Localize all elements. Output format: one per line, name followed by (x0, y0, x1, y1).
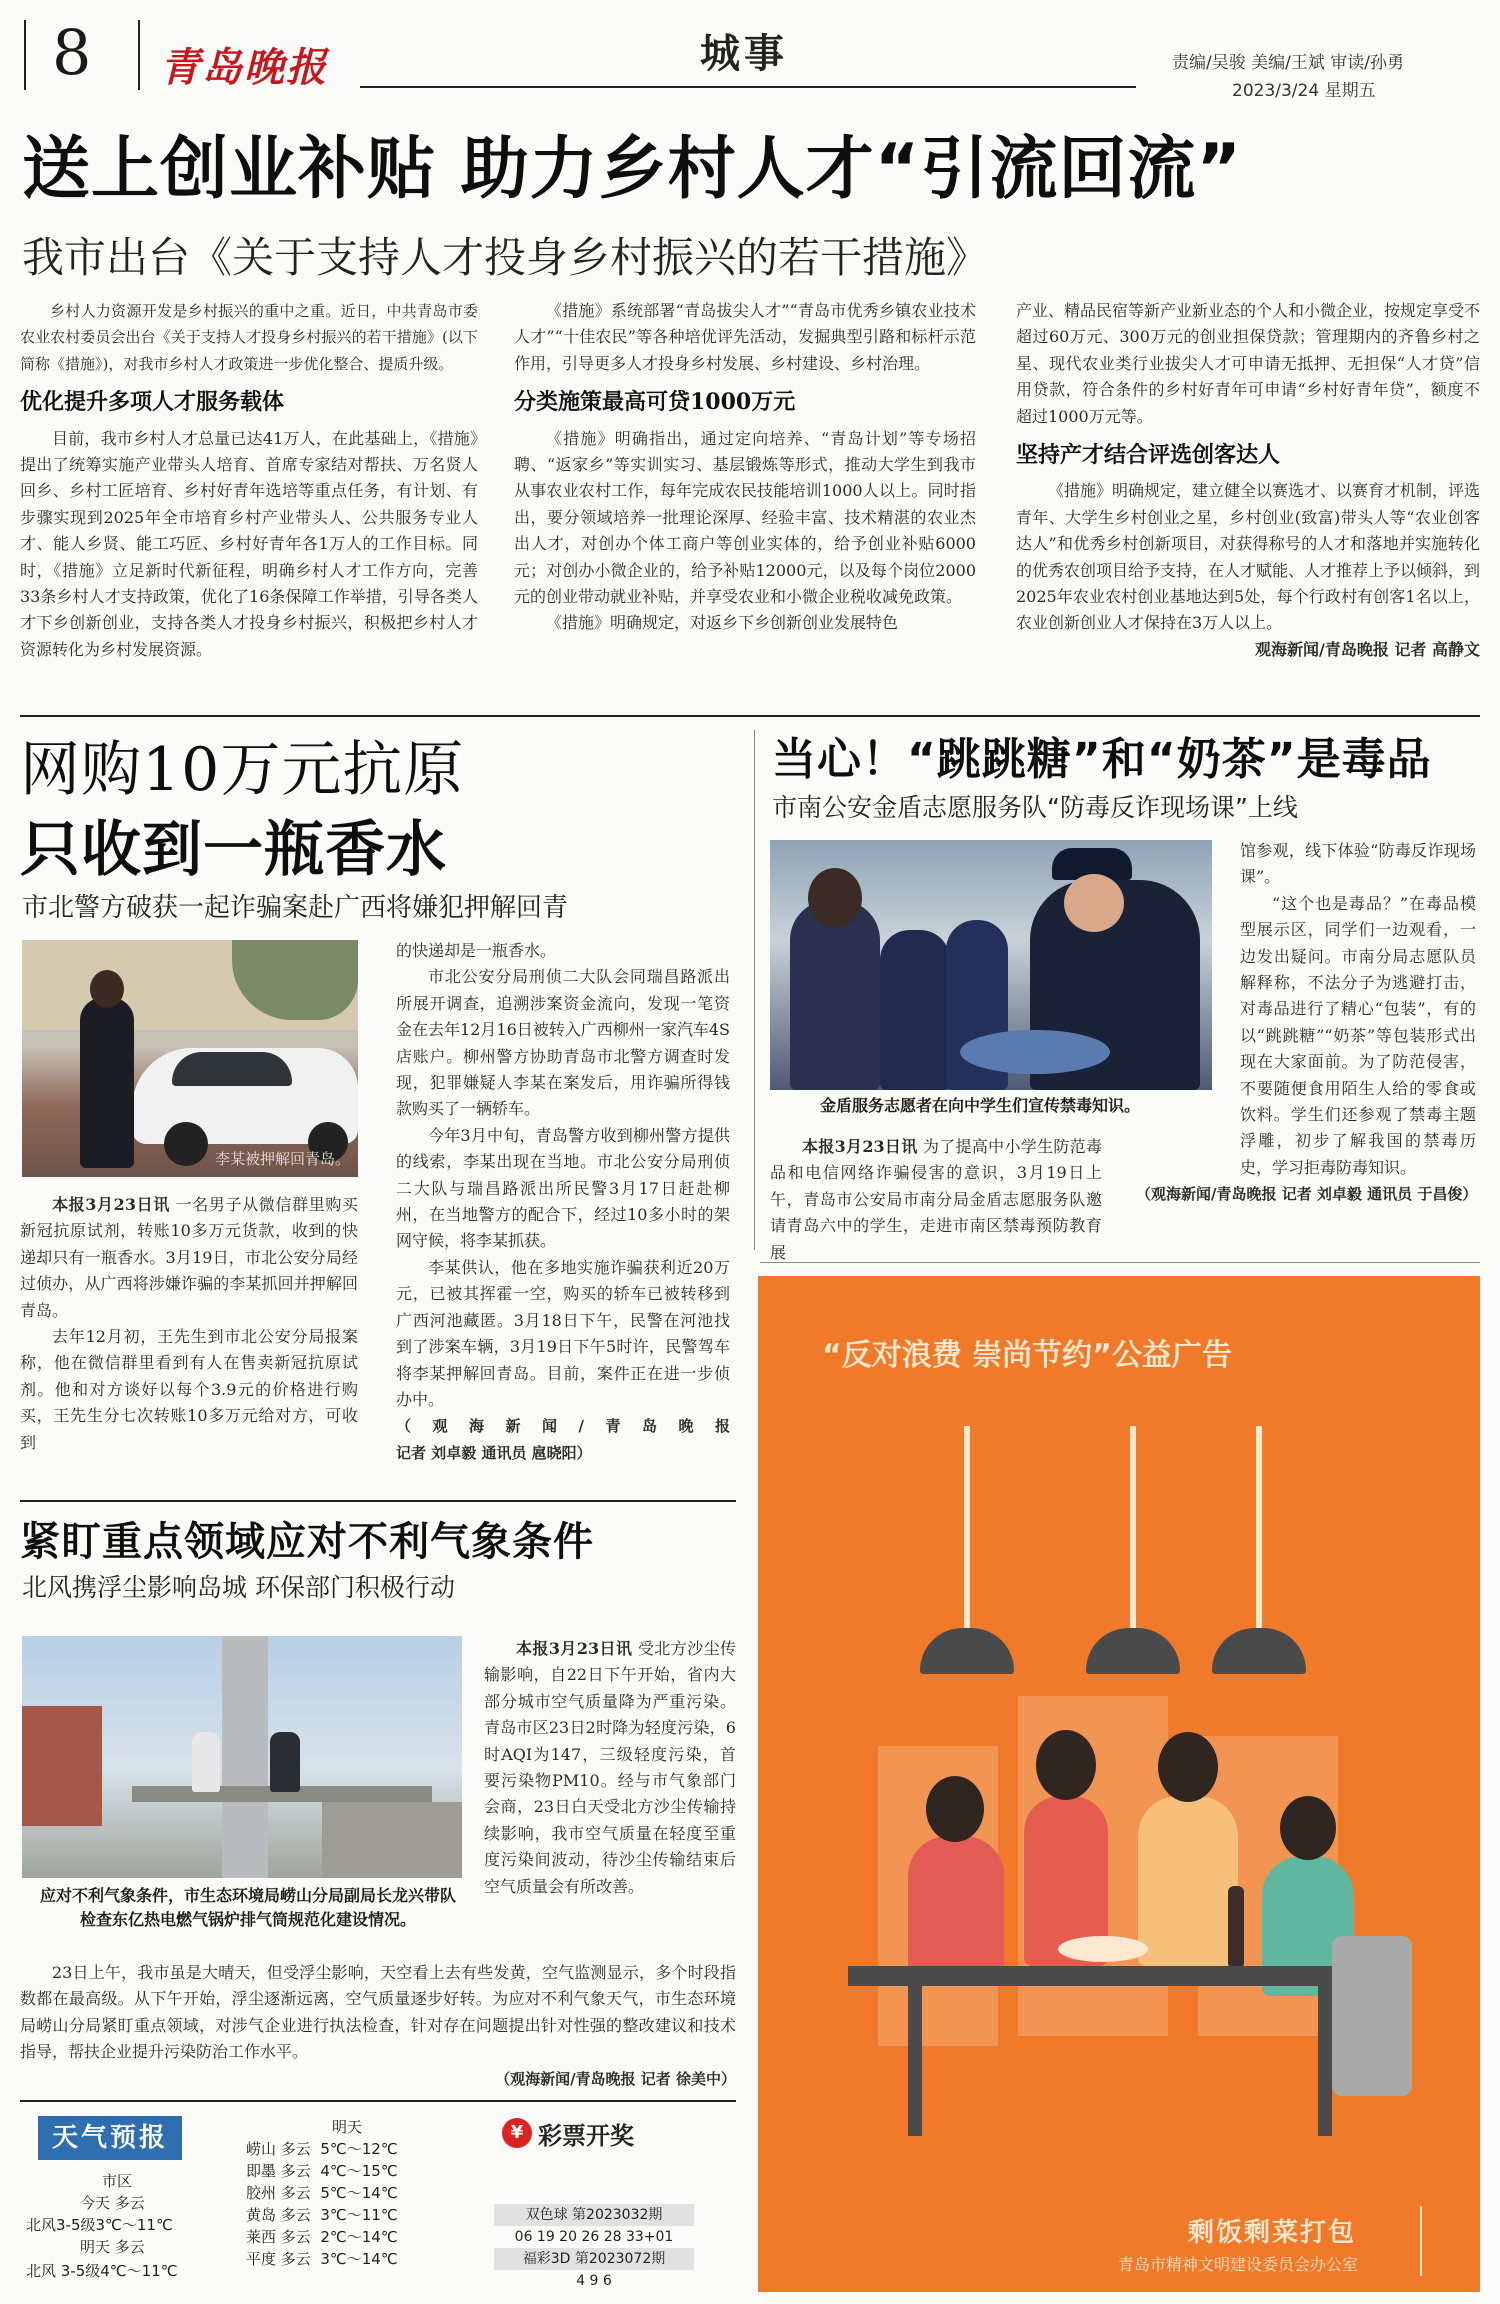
section-name: 城事 (700, 31, 788, 77)
district-name: 莱西 (246, 2228, 277, 2246)
lamp-3-icon (1212, 1628, 1306, 1674)
article3-right-col (1136, 838, 1476, 1208)
lamp-1-icon (920, 1628, 1014, 1674)
district-name: 崂山 (246, 2140, 277, 2158)
building-left (22, 1706, 102, 1826)
weather-today-label: 今天 多云 (80, 2194, 145, 2212)
article1-col2-text2: 《措施》明确规定，对返乡下乡创新创业发展特色 (546, 613, 899, 633)
article3-photo-caption: 金盾服务志愿者在向中学生们宣传禁毒知识。 (820, 1096, 1141, 1115)
table-leg-left (908, 1986, 922, 2136)
article2-col1 (20, 1192, 358, 1456)
police-face (1064, 874, 1124, 932)
weather-tomorrow-label: 明天 多云 (80, 2238, 145, 2256)
article4-top-rule (20, 1500, 736, 1502)
article3-lower-p (770, 1134, 1102, 1266)
person-head (90, 970, 124, 1008)
worker-shape-2 (270, 1732, 300, 1792)
article2-kicker: 本报3月23日讯 (52, 1195, 170, 1214)
weather-today: 北风3-5级3℃～11℃ (26, 2216, 173, 2234)
article1-col1 (20, 298, 478, 663)
diner-2-head (1036, 1730, 1096, 1800)
district-row (246, 2204, 486, 2226)
article2-photo (22, 940, 358, 1177)
district-row (246, 2160, 486, 2182)
masthead (0, 0, 1500, 110)
district-row (246, 2226, 486, 2248)
article4-bottom-text: 23日上午，我市虽是大晴天，但受浮尘影响，天空看上去有些发黄，空气监测显示，多个时段指数都在最高级。从下午开始，浮尘逐渐远离，空气质量逐步好转。为应对不利气象天气，市生态环境局崂山分局紧盯重点领域，对涉气企业进行执法检查，针对存在问题提出针对性强的整改建议和技术指导，帮扶企业提升污染防治工作水平。 (20, 1963, 736, 2062)
article2-col2 (396, 938, 730, 1466)
district-temp: 3℃～14℃ (320, 2250, 398, 2268)
article2-p1 (20, 1192, 358, 1324)
article2-headline-line1: 网购10万元抗原 (20, 735, 465, 805)
article1-intro: 乡村人力资源开发是乡村振兴的重中之重。近日，中共青岛市委农业农村委员会出台《关于支持人才投身乡村振兴的若干措施》(以下简称《措施》)，对我市乡村人才政策进一步优化整合、提质升级。 (20, 302, 478, 373)
article2-headline-line2: 只收到一瓶香水 (20, 815, 447, 885)
article1-col1-text: 目前，我市乡村人才总量已达41万人，在此基础上，《措施》提出了统筹实施产业带头人培育、首席专家结对帮扶、万名贤人回乡、乡村工匠培育、乡村好青年选培等重点任务，有计划、有步骤实现到2025年全市培育乡村产业带头人、公共服务专业人才、能人乡贤、能工巧匠、乡村好青年各1万人的工作目标。同时，《措施》立足新时代新征程，明确乡村人才工作方向，完善33条乡村人才支持政策，优化了16条保障工作举措，引导各类人才下乡创新创业，支持各类人才投身乡村振兴，积极把乡村人才资源转化为乡村发展资源。 (20, 428, 478, 659)
weather-tomorrow: 北风 3-5级4℃～11℃ (26, 2262, 178, 2280)
ad-title: “反对浪费 崇尚节约”公益广告 (822, 1338, 1232, 1373)
article4-byline: （观海新闻/青岛晚报 记者 徐美中） (495, 2069, 736, 2088)
article4-kicker: 本报3月23日讯 (516, 1639, 633, 1658)
table-leg-right (1318, 1986, 1332, 2136)
weather-box (20, 2112, 490, 2292)
article1-col3 (1016, 298, 1480, 663)
district-temp: 5℃～14℃ (320, 2184, 398, 2202)
photo-overlay-caption: 李某被押解回青岛。 (214, 1150, 350, 1168)
weather-title: 天气预报 (38, 2116, 182, 2160)
article1-headline: 送上创业补贴 助力乡村人才“引流回流” (22, 130, 1243, 209)
article1-col3-text2: 《措施》明确规定，建立健全以赛选才、以赛育才机制，评选青年、大学生乡村创业之星，乡村创业(致富)带头人等“农业创客达人”和优秀乡村创新项目，对获得称号的人才和落地并实施转化的优秀农创项目给予支持，在人才赋能、人才推荐上予以倾斜，到2025年农业农村创业基地达到5处，每个行政村有创客1名以上，农业创新创业人才保持在3万人以上。 (1016, 481, 1481, 633)
lottery-logo-icon: ¥ (502, 2118, 532, 2148)
page-number-divider-right (138, 20, 140, 90)
lamp-cord-2 (1130, 1426, 1136, 1632)
article1-subhead3: 坚持产才结合评选创客达人 (1016, 442, 1281, 469)
article4-photo-caption: 应对不利气象条件，市生态环境局崂山分局副局长龙兴带队检查东亿热电燃气锅炉排气筒规范化建设情况。 (39, 1886, 456, 1929)
district-name: 胶州 (246, 2184, 277, 2202)
district-sky: 多云 (280, 2162, 311, 2180)
article1-subhead1: 优化提升多项人才服务载体 (20, 389, 285, 416)
lottery-title: 彩票开奖 (538, 2122, 634, 2150)
article1-deck: 我市出台《关于支持人才投身乡村振兴的若干措施》 (22, 233, 989, 282)
article2-byline (396, 1413, 730, 1466)
masthead-rule (360, 86, 1136, 88)
article2-col-divider (754, 730, 755, 1250)
district-row (246, 2138, 486, 2160)
article3-lower (770, 1134, 1102, 1266)
district-temp: 5℃～12℃ (320, 2140, 398, 2158)
article3-byline: （观海新闻/青岛晚报 记者 刘卓毅 通讯员 于昌俊） (1136, 1185, 1478, 1204)
article4-headline: 紧盯重点领域应对不利气象条件 (20, 1519, 594, 1565)
diner-4-head (1280, 1796, 1336, 1860)
article3-bottom-rule (760, 1262, 1480, 1263)
article1-col2-intro: 《措施》系统部署“青岛拔尖人才”“青岛市优秀乡镇农业技术人才”“十佳农民”等各种培优评先活动，发掘典型引路和标杆示范作用，引导更多人才投身乡村发展、乡村建设、乡村治理。 (514, 301, 976, 373)
editors-line: 责编/吴骏 美编/王斌 审读/孙勇 (1172, 53, 1404, 73)
lamp-cord-1 (964, 1426, 970, 1632)
district-name: 平度 (246, 2250, 277, 2268)
student-shape-1 (790, 900, 880, 1090)
ad-sponsor: 青岛市精神文明建设委员会办公室 (1118, 2255, 1359, 2274)
person-shape (80, 998, 134, 1168)
worker-shape-1 (192, 1732, 220, 1792)
ssq-numbers: 06 19 20 26 28 33+01 (514, 2229, 674, 2245)
page-number-divider (24, 20, 26, 90)
table-top-icon (848, 1966, 1388, 1986)
chimney-shape (222, 1636, 268, 1878)
article1-subhead2: 分类施策最高可贷1000万元 (514, 389, 796, 416)
article1-bottom-rule (20, 715, 1480, 717)
article3-p0: 馆参观，线下体验“防毒反诈现场课”。 (1240, 841, 1476, 887)
district-row (246, 2248, 486, 2270)
page-number: 8 (52, 16, 92, 89)
article2-p5: 李某供认，他在多地实施诈骗获利近20万元，已被其挥霍一空，购买的轿车已被转移到广西河池藏匿。3月18日下午，民警在河池找到了涉案车辆，3月19日下午5时许，民警驾车将李某押解回青岛。目前，案件正在进一步侦办中。 (396, 1257, 730, 1409)
fc3d-numbers: 4 9 6 (576, 2273, 612, 2289)
districts-table (246, 2138, 486, 2270)
article2-deck: 市北警方破获一起诈骗案赴广西将嫌犯押解回青 (22, 893, 569, 923)
article3-headline: 当心！“跳跳糖”和“奶茶”是毒品 (772, 734, 1432, 785)
student-head-1 (808, 868, 862, 928)
district-sky: 多云 (280, 2250, 311, 2268)
car-wheel (164, 1122, 208, 1166)
district-sky: 多云 (280, 2206, 311, 2224)
district-row (246, 2182, 486, 2204)
article4-photo (22, 1636, 462, 1878)
weather-top-rule (20, 2100, 736, 2102)
paper-logo: 青岛晚报 (160, 44, 328, 91)
district-temp: 2℃～14℃ (320, 2228, 398, 2246)
district-name: 即墨 (246, 2162, 277, 2180)
diner-3-head (1158, 1732, 1218, 1802)
lamp-cord-3 (1256, 1426, 1262, 1632)
diner-3-icon (1138, 1796, 1238, 1966)
article4-bottom (20, 1960, 736, 2092)
article3-lower-text: 为了提高中小学生防范毒品和电信网络诈骗侵害的意识，3月19日上午，青岛市公安局市南分局金盾志愿服务队邀请青岛六中的学生，走进市南区禁毒预防教育展 (770, 1137, 1102, 1262)
article1-col2-text1: 《措施》明确指出，通过定向培养、“青岛计划”等专场招聘、“返家乡”等实训实习、基层锻炼等形式，推动大学生到我市从事农业农村工作，每年完成农民技能培训1000人以上。同时指出，要分领域培养一批理论深厚、经验丰富、技术精湛的农业杰出人才，对创办个体工商户等创业实体的，给予创业补贴6000元；对创办小微企业的，给予补贴12000元，以及每个岗位2000元的创业带动就业补贴，并享受农业和小微企业税收减免政策。 (514, 428, 976, 607)
district-sky: 多云 (280, 2184, 311, 2202)
article1-byline: 观海新闻/青岛晚报 记者 高静文 (1255, 639, 1480, 659)
article2-p3: 市北公安分局刑侦二大队会同瑞昌路派出所展开调查，追溯涉案资金流向，发现一笔资金在去年12月16日被转入广西柳州一家汽车4S店账户。柳州警方协助青岛市北警方调查时发现，犯罪嫌疑人李某在案发后，用诈骗所得钱款购买了一辆轿车。 (396, 967, 730, 1119)
article3-p1: “这个也是毒品？”在毒品模型展示区，同学们一边观看，一边发出疑问。市南分局志愿队员解释称，不法分子为逃避打击，对毒品进行了精心“包装”，有的以“跳跳糖”“奶茶”等包装形式出现在大家面前。为了防范侵害，不要随便食用陌生人给的零食或饮料。学生们还参观了禁毒主题浮雕，初步了解我国的禁毒历史，学习拒毒防毒知识。 (1240, 893, 1476, 1177)
ad-panel (758, 1276, 1480, 2292)
lamp-2-icon (1086, 1628, 1180, 1674)
article3-deck: 市南公安金盾志愿服务队“防毒反诈现场课”上线 (772, 793, 1298, 822)
district-name: 黄岛 (246, 2206, 277, 2224)
article2-p0: 的快递却是一瓶香水。 (396, 941, 557, 960)
article2-p2: 去年12月初，王先生到市北公安分局报案称，他在微信群里看到有人在售卖新冠抗原试剂。他和对方谈好以每个3.9元的价格进行购买，王先生分七次转账10多万元给对方，可收到 (20, 1327, 358, 1452)
article2-byline-part1: （观海新闻/青岛晚报 (396, 1417, 730, 1436)
issue-date: 2023/3/24 星期五 (1232, 81, 1376, 101)
district-temp: 3℃～11℃ (320, 2206, 398, 2224)
ad-slogan-divider (1420, 2206, 1422, 2276)
stair-shape (322, 1802, 462, 1878)
article4-right-p (484, 1636, 736, 1900)
wine-bottle-icon (1228, 1886, 1244, 1966)
fc3d-label: 福彩3D 第2023072期 (494, 2248, 694, 2270)
article3-kicker: 本报3月23日讯 (802, 1137, 918, 1156)
district-sky: 多云 (280, 2140, 311, 2158)
drug-model (960, 1030, 1110, 1074)
article2-p4: 今年3月中旬，青岛警方收到柳州警方提供的线索，李某出现在当地。市北公安分局刑侦二大队与瑞昌路派出所民警3月17日赶赴柳州，在当地警方的配合下，经过10多小时的架网守候，将李某抓获。 (396, 1125, 730, 1251)
article4-deck: 北风携浮尘影响岛城 环保部门积极行动 (22, 1573, 455, 1602)
article4-right (484, 1636, 736, 1900)
weather-city: 市区 (102, 2172, 133, 2190)
article2-byline-part2: 记者 刘卓毅 通讯员 扈晓阳） (396, 1443, 592, 1462)
student-shape-2 (880, 930, 950, 1090)
diner-1-head (926, 1776, 984, 1842)
ssq-label: 双色球 第2023032期 (494, 2204, 694, 2226)
district-sky: 多云 (280, 2228, 311, 2246)
ad-slogan: 剩饭剩菜打包 (1188, 2218, 1357, 2248)
article1-col2 (514, 298, 976, 637)
district-temp: 4℃～15℃ (320, 2162, 398, 2180)
chair-icon (1332, 1936, 1412, 2096)
article1-col3-text1: 产业、精品民宿等新产业新业态的个人和小微企业，按规定享受不超过60万元、300万元的创业担保贷款；管理期内的齐鲁乡村之星、现代农业类行业拔尖人才可申请无抵押、无担保“人才贷”信用贷款，符合条件的乡村好青年可申请“乡村好青年贷”，额度不超过1000万元等。 (1016, 301, 1481, 426)
article4-right-text: 受北方沙尘传输影响，自22日下午开始，省内大部分城市空气质量降为严重污染。青岛市区23日2时降为轻度污染，6时AQI为147，三级轻度污染，首要污染物PM10。经与市气象部门会商，23日白天受北方沙尘传输持续影响，我市空气质量在轻度至重度污染间波动，待沙尘传输结束后空气质量会有所改善。 (484, 1639, 736, 1896)
districts-header: 明天 (332, 2118, 363, 2136)
dish-icon (1058, 1936, 1148, 1962)
lottery-box (492, 2112, 736, 2292)
car-window (172, 1052, 292, 1086)
article2-p1-text: 一名男子从微信群里购买新冠抗原试剂，转账10多万元货款，收到的快递却只有一瓶香水。3月19日，市北公安分局经过侦办，从广西将涉嫌诈骗的李某抓回并押解回青岛。 (20, 1195, 358, 1320)
diner-1-icon (908, 1836, 1004, 1986)
